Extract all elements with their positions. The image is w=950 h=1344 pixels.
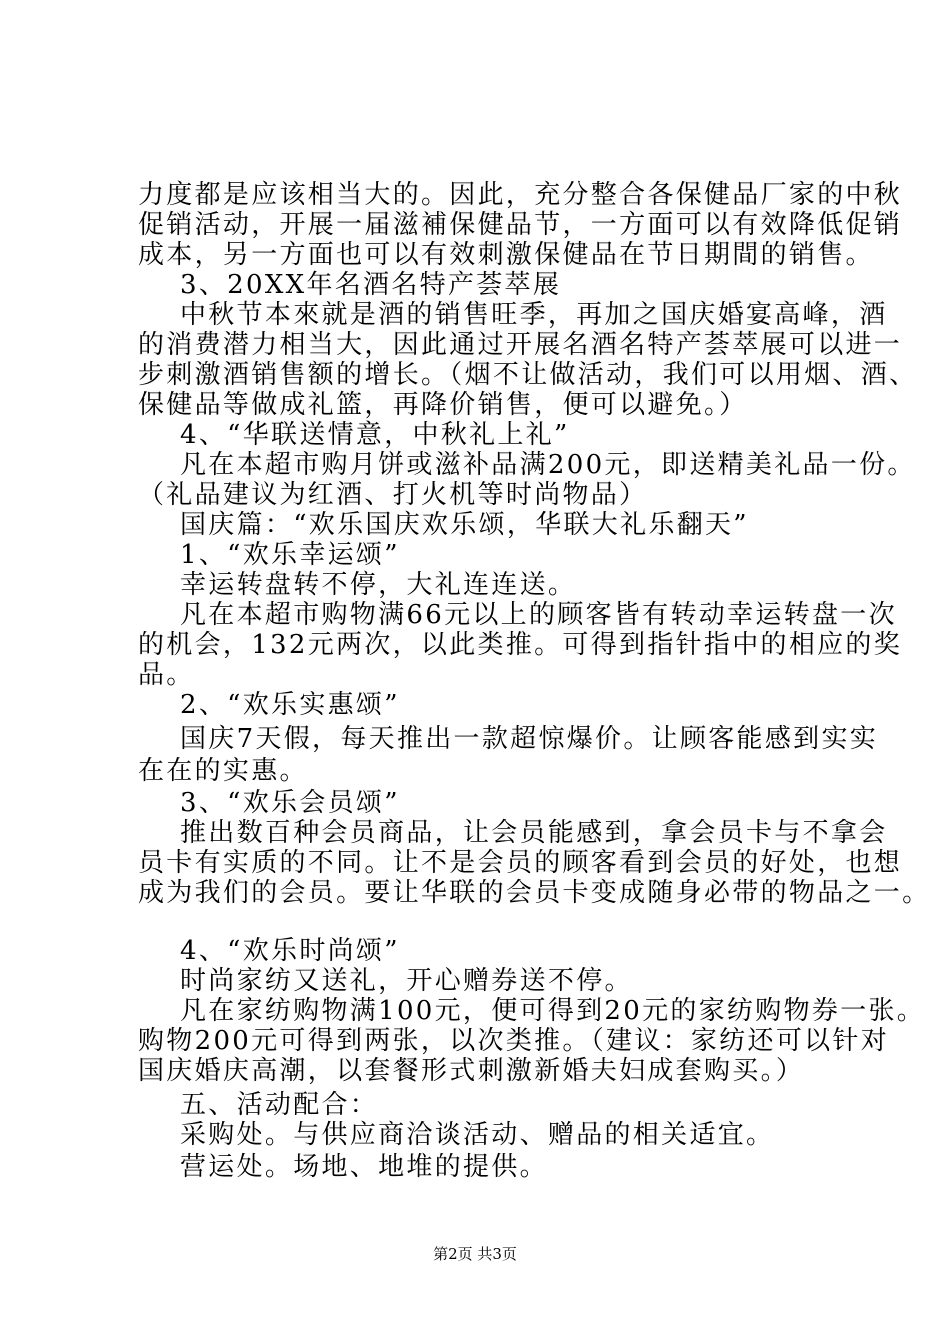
paragraph-line: 成为我们的会员。要让华联的会员卡变成随身必带的物品之一。 [138,878,931,908]
paragraph-line: 在在的实惠。 [138,756,308,786]
paragraph-line: 营运处。场地、地堆的提供。 [180,1152,548,1182]
paragraph-line: 步刺激酒销售额的增长。（烟不让做活动，我们可以用烟、酒、 [138,360,918,390]
paragraph-line: 促销活动，开展一届滋補保健品节，一方面可以有效降低促销 [138,210,903,240]
paragraph-line: 幸运转盘转不停，大礼连连送。 [180,570,577,600]
paragraph-line: 国庆婚庆高潮，以套餐形式刺激新婚夫妇成套购买。） [138,1056,805,1086]
section-heading: 1、“欢乐幸运颂” [180,540,400,570]
paragraph-line: 品。 [138,660,195,690]
section-heading: 4、“华联送情意，中秋礼上礼” [180,420,570,450]
section-heading: 国庆篇：“欢乐国庆欢乐颂，华联大礼乐翻天” [180,510,749,540]
paragraph-line: 采购处。与供应商洽谈活动、赠品的相关适宜。 [180,1120,775,1150]
paragraph-line: 时尚家纺又送礼，开心赠券送不停。 [180,966,633,996]
paragraph-line: 凡在本超市购月饼或滋补品满200元，即送精美礼品一份。 [180,450,916,480]
page-number-footer: 第2页 共3页 [433,1245,517,1263]
paragraph-line: 购物200元可得到两张，以次类推。（建议：家纺还可以针对 [138,1026,890,1056]
paragraph-line: 凡在本超市购物满66元以上的顾客皆有转动幸运转盘一次 [180,600,897,630]
paragraph-line: 力度都是应该相当大的。因此，充分整合各保健品厂家的中秋 [138,180,903,210]
paragraph-line: 保健品等做成礼篮，再降价销售，便可以避免。） [138,390,748,420]
paragraph-line: 推出数百种会员商品，让会员能感到，拿会员卡与不拿会 [180,818,888,848]
paragraph-line: 中秋节本來就是酒的销售旺季，再加之国庆婚宴高峰，酒 [180,300,888,330]
section-heading: 4、“欢乐时尚颂” [180,936,400,966]
paragraph-line: 国庆7天假，每天推出一款超惊爆价。让顾客能感到实实 [180,724,879,754]
paragraph-line: 员卡有实质的不同。让不是会员的顾客看到会员的好处，也想 [138,848,903,878]
paragraph-line: 的机会，132元两次，以此类推。可得到指针指中的相应的奖 [138,630,903,660]
section-heading: 2、“欢乐实惠颂” [180,690,400,720]
section-heading: 五、活动配合： [180,1090,379,1120]
paragraph-line: （礼品建议为红酒、打火机等时尚物品） [138,480,648,510]
paragraph-line: 成本，另一方面也可以有效刺激保健品在节日期間的销售。 [138,240,874,270]
section-heading: 3、“欢乐会员颂” [180,788,400,818]
paragraph-line: 的消费潜力相当大，因此通过开展名酒名特产荟萃展可以进一 [138,330,903,360]
section-heading: 3、20XX年名酒名特产荟萃展 [180,270,562,300]
paragraph-line: 凡在家纺购物满100元，便可得到20元的家纺购物券一张。 [180,996,926,1026]
